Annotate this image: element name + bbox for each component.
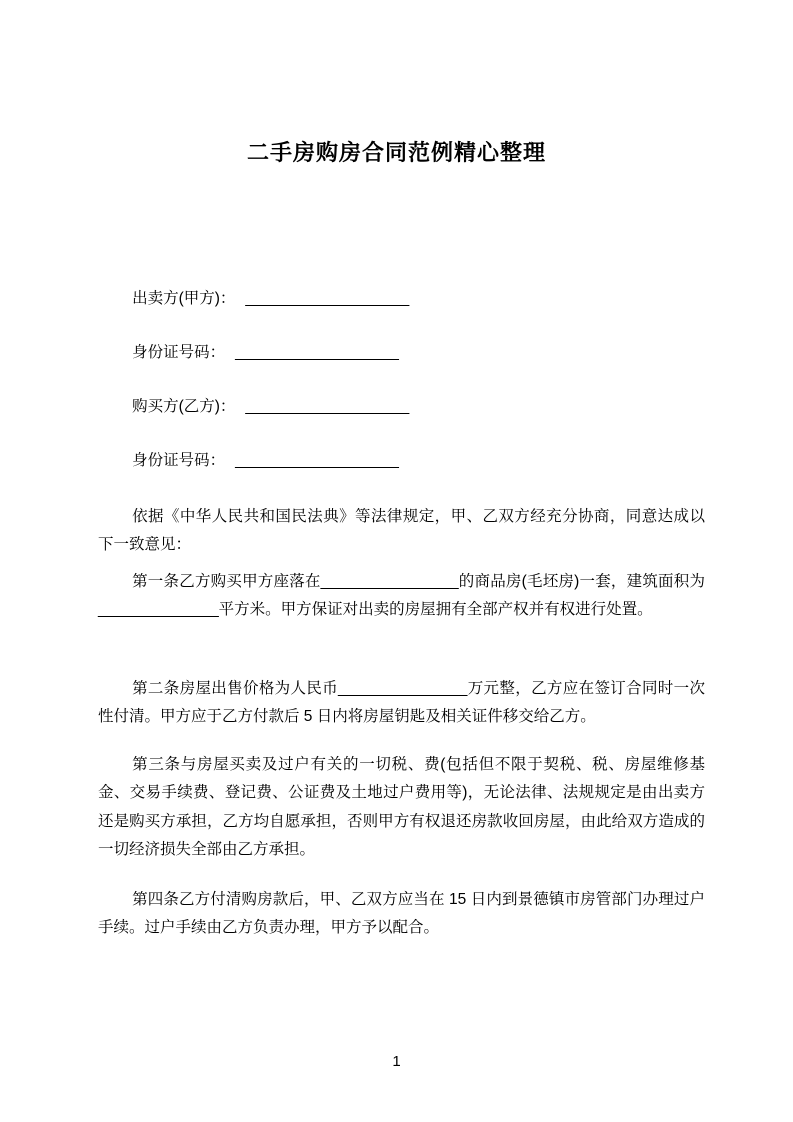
buyer-blank: ___________________	[245, 398, 410, 415]
clause-paragraph-3: 第三条与房屋买卖及过户有关的一切税、费(包括但不限于契税、税、房屋维修基金、交易手续费、登记费、公证费及土地过户费用等)，无论法律、法规规定是由出卖方还是购买方承担，乙方均自愿承担，否则甲方有权退还房款收回房屋，由此给双方造成的一切经济损失全部由乙方承担。	[98, 756, 705, 859]
clause-paragraph-1: 第一条乙方购买甲方座落在________________的商品房(毛坯房)一套，建筑面积为______________平方米。甲方保证对出卖的房屋拥有全部产权并有权进行处置。	[98, 573, 705, 619]
clause-paragraph-4: 第四条乙方付清购房款后，甲、乙双方应当在 15 日内到景德镇市房管部门办理过户手续。过户手续由乙方负责办理，甲方予以配合。	[98, 891, 705, 937]
seller-id-label: 身份证号码：	[132, 344, 226, 361]
party-field-seller-id	[98, 339, 705, 367]
party-field-seller	[98, 285, 705, 313]
buyer-label: 购买方(乙方)：	[132, 398, 236, 415]
seller-id-blank: ___________________	[235, 344, 399, 361]
contract-title: 二手房购房合同范例精心整理	[246, 140, 546, 165]
seller-blank: ___________________	[245, 290, 410, 307]
party-field-buyer-id	[98, 447, 705, 475]
buyer-id-label: 身份证号码：	[132, 452, 226, 469]
clause-paragraph-2: 第二条房屋出售价格为人民币_______________万元整，乙方应在签订合同时一次性付清。甲方应于乙方付款后 5 日内将房屋钥匙及相关证件移交给乙方。	[98, 680, 705, 726]
seller-label: 出卖方(甲方)：	[132, 290, 236, 307]
intro-paragraph: 依据《中华人民共和国民法典》等法律规定，甲、乙双方经充分协商，同意达成以下一致意见：	[98, 508, 705, 554]
party-field-buyer	[98, 393, 705, 421]
buyer-id-blank: ___________________	[235, 452, 399, 469]
page-number: 1	[392, 1053, 401, 1070]
